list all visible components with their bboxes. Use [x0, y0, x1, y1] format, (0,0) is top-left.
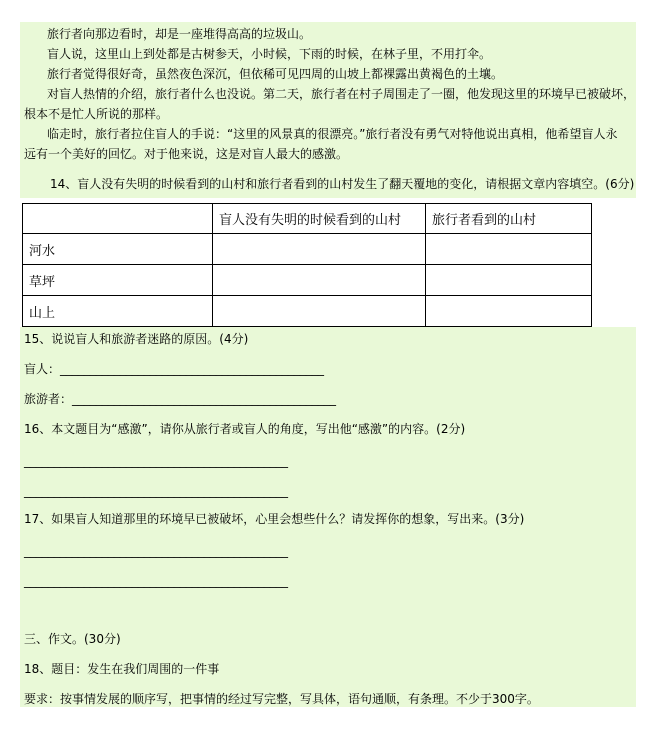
passage-paragraph-3: 旅行者觉得很好奇，虽然夜色深沉，但依稀可见四周的山坡上都裸露出黄褐色的土壤。 — [47, 67, 504, 81]
passage-paragraph-1: 旅行者向那边看时，却是一座堆得高高的垃圾山。 — [47, 27, 312, 41]
passage-paragraph-4-line-2: 根本不是忙人所说的那样。 — [24, 107, 169, 121]
answer-cell[interactable] — [213, 265, 426, 296]
answer-cell[interactable] — [426, 296, 592, 327]
table-header-row — [23, 204, 592, 234]
table-row — [23, 234, 592, 265]
answer-table — [22, 203, 592, 327]
composition-requirement: 要求：按事情发展的顺序写，把事情的经过写完整，写具体，语句通顺，有条理。不少于300字。 — [24, 692, 539, 706]
row-label-lawn: 草坪 — [23, 265, 213, 296]
table-row — [23, 265, 592, 296]
table-header-cell: 盲人没有失明的时候看到的山村 — [213, 204, 426, 234]
answer-label-traveler: 旅游者： — [24, 392, 73, 406]
answer-cell[interactable] — [426, 265, 592, 296]
question-18: 18、题目：发生在我们周围的一件事 — [24, 662, 220, 676]
table-header-cell — [23, 204, 213, 234]
passage-paragraph-2: 盲人说，这里山上到处都是古树参天，小时候，下雨的时候，在林子里，不用打伞。 — [47, 47, 492, 61]
answer-label-blind-man: 盲人： — [24, 362, 61, 376]
answer-cell[interactable] — [426, 234, 592, 265]
passage-paragraph-4-line-1: 对盲人热情的介绍，旅行者什么也没说。第二天，旅行者在村子周围走了一圈，他发现这里的环境早已被破坏， — [47, 87, 636, 101]
answer-line[interactable]: ____________________________________________ — [24, 484, 288, 498]
answer-blank-blind-man[interactable]: ____________________________________________ — [60, 362, 324, 376]
passage-paragraph-5-line-2: 远有一个美好的回忆。对于他来说，这是对盲人最大的感激。 — [24, 147, 349, 161]
question-17: 17、如果盲人知道那里的环境早已被破坏，心里会想些什么？请发挥你的想象，写出来。(3分) — [24, 512, 525, 526]
row-label-river: 河水 — [23, 234, 213, 265]
answer-cell[interactable] — [213, 234, 426, 265]
question-16: 16、本文题目为“感激”，请你从旅行者或盲人的角度，写出他“感激”的内容。(2分) — [24, 422, 466, 436]
answer-line[interactable]: ____________________________________________ — [24, 544, 288, 558]
row-label-mountain: 山上 — [23, 296, 213, 327]
passage-paragraph-5-line-1: 临走时，旅行者拉住盲人的手说：“这里的风景真的很漂亮。”旅行者没有勇气对特他说出真相，他希望盲人永 — [47, 127, 618, 141]
section-title-composition: 三、作文。(30分) — [24, 632, 121, 646]
answer-line[interactable]: ____________________________________________ — [24, 574, 288, 588]
answer-line[interactable]: ____________________________________________ — [24, 454, 288, 468]
question-14: 14、盲人没有失明的时候看到的山村和旅行者看到的山村发生了翻天覆地的变化，请根据文章内容填空。(6分) — [50, 177, 635, 191]
table-row — [23, 296, 592, 327]
question-15: 15、说说盲人和旅游者迷路的原因。(4分) — [24, 332, 249, 346]
answer-cell[interactable] — [213, 296, 426, 327]
answer-blank-traveler[interactable]: ____________________________________________ — [72, 392, 336, 406]
table-header-cell: 旅行者看到的山村 — [426, 204, 592, 234]
